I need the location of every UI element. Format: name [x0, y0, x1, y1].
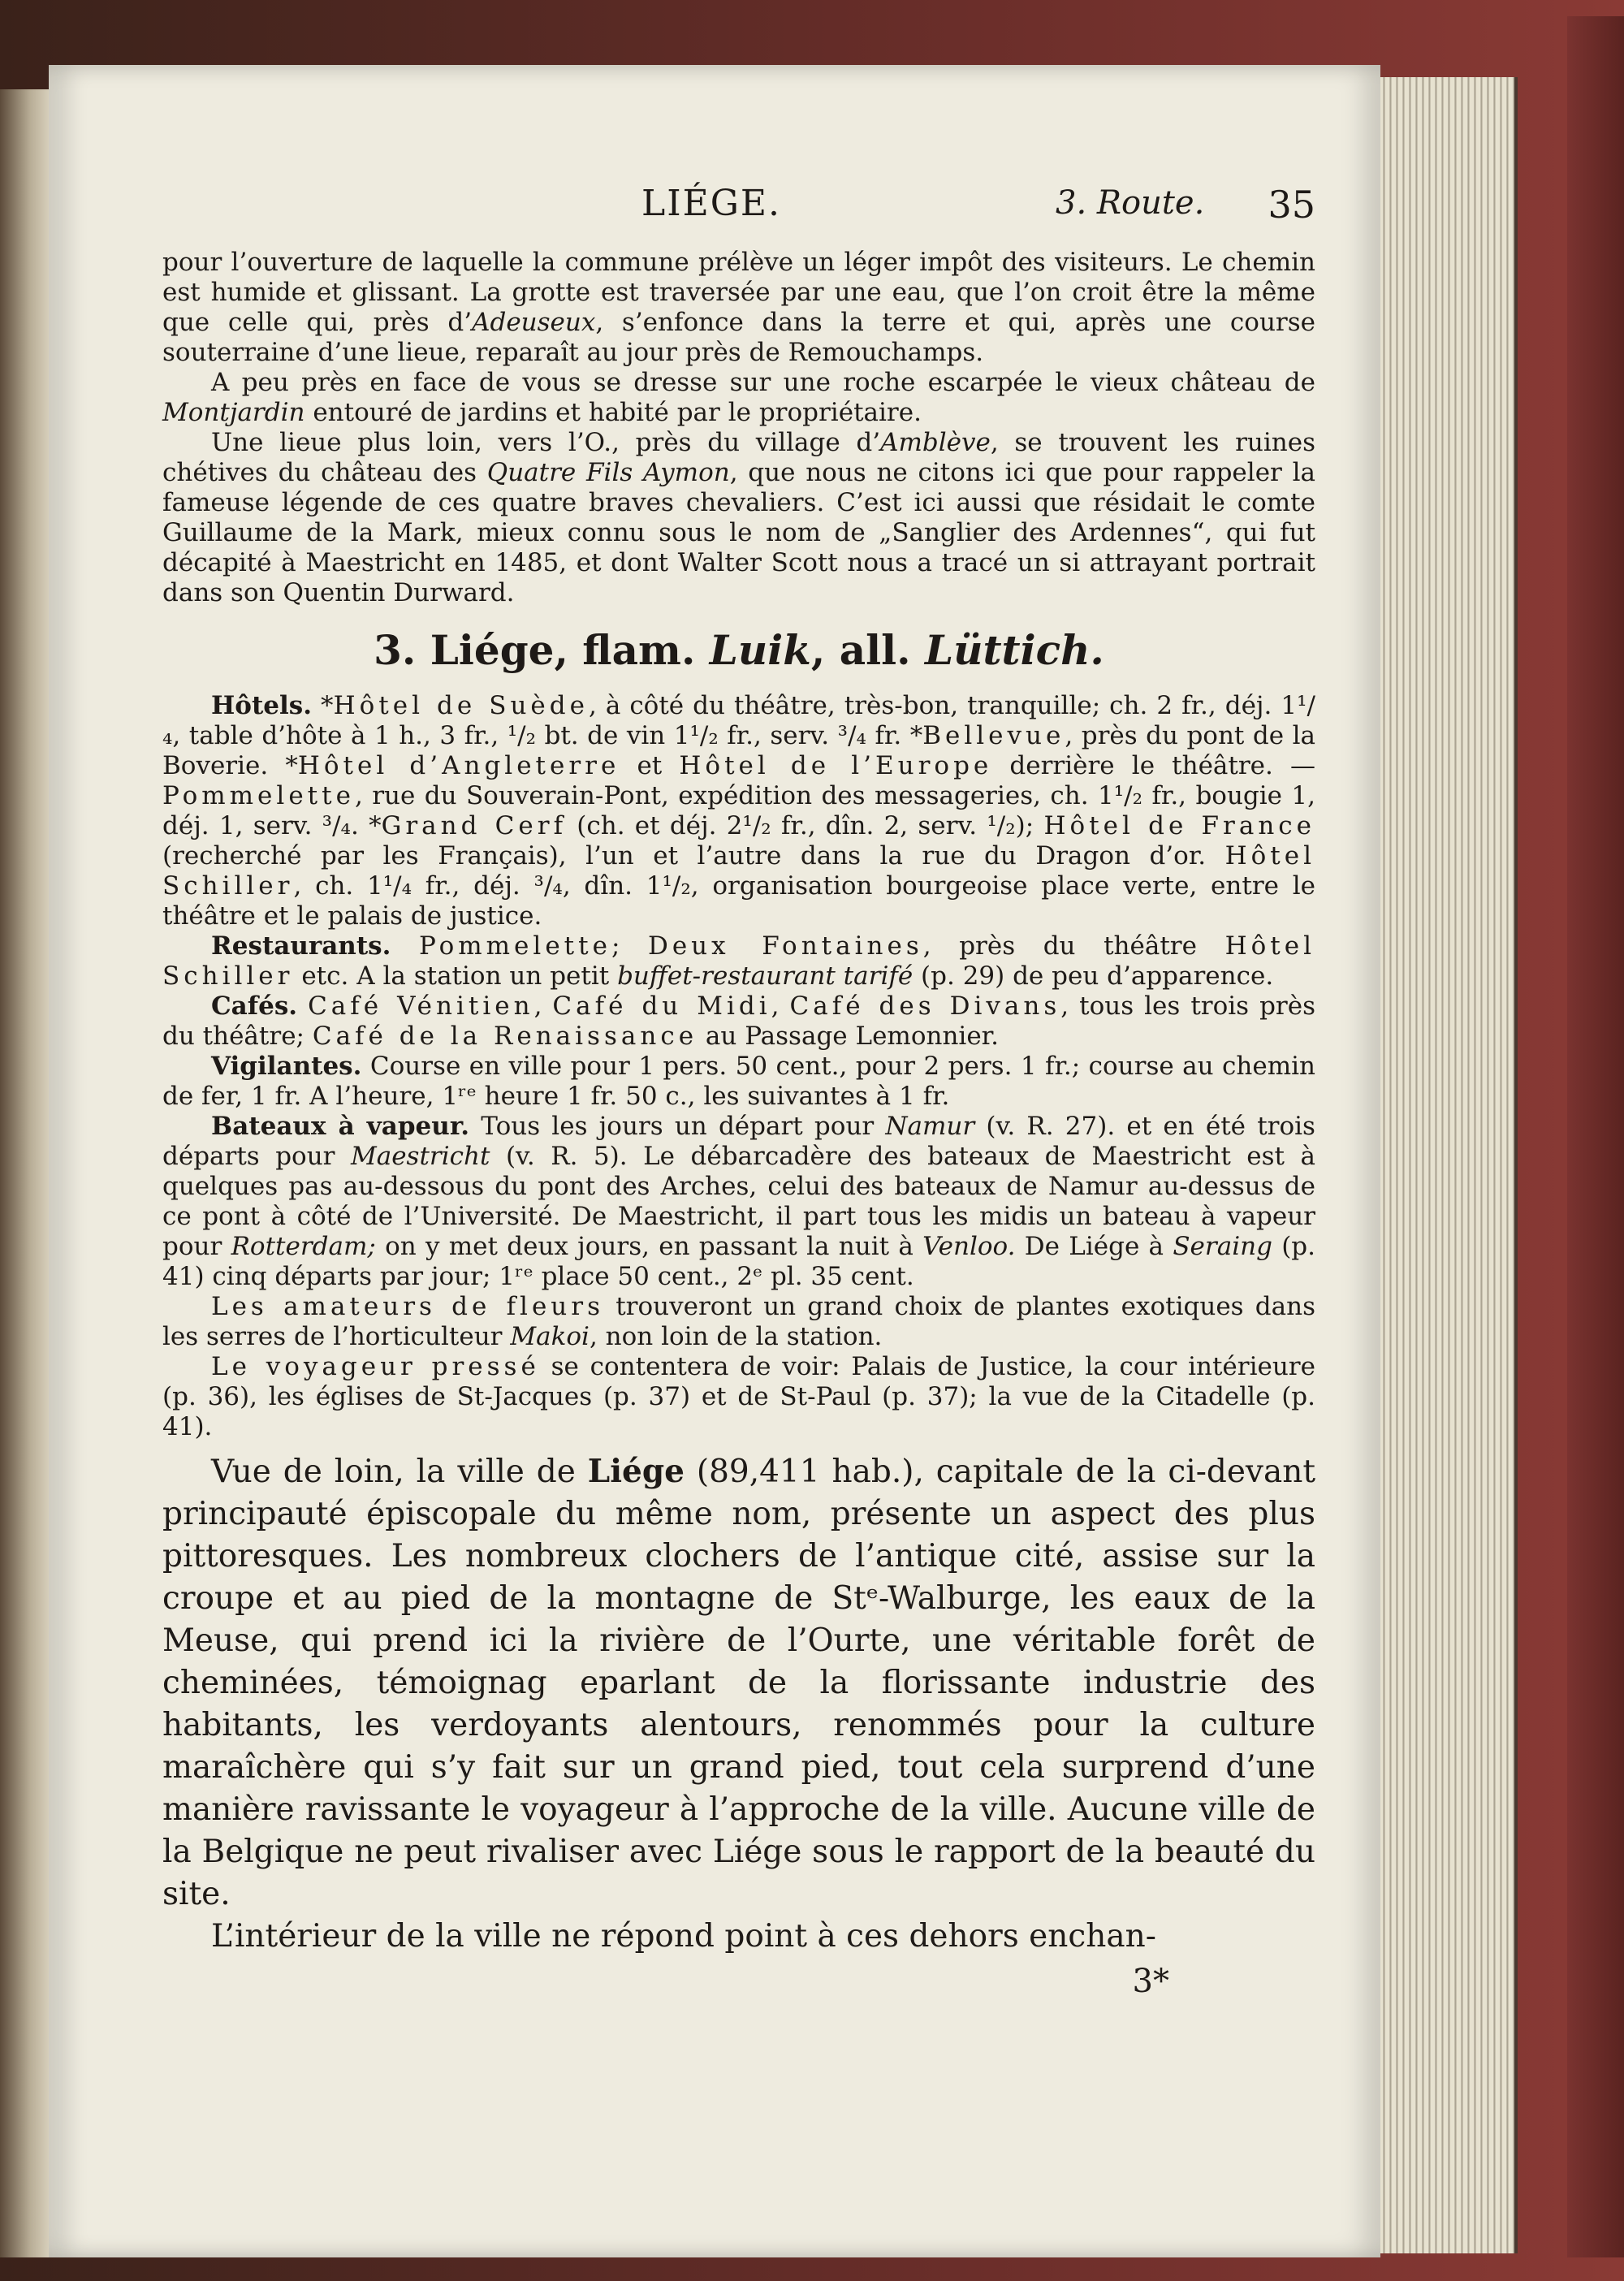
hotel-name: Hôtel d’Angleterre — [297, 751, 620, 780]
person-name: Makoi — [510, 1322, 590, 1351]
place-name: Namur — [885, 1112, 975, 1141]
place-name: Maestricht — [350, 1142, 490, 1171]
heading-german: Lüttich. — [924, 626, 1104, 674]
main-text — [162, 1450, 1315, 1958]
place-name: Seraing — [1173, 1232, 1272, 1261]
restaurants-label: Restaurants. — [211, 931, 391, 961]
text-run: , — [533, 991, 553, 1021]
place-name: Adeuseux — [472, 308, 596, 337]
text-run: ; — [611, 931, 648, 961]
text-run: , tous les trois près du théâtre; — [162, 991, 1315, 1051]
cover-edge-right — [1567, 16, 1624, 2257]
cafe-name: Café des Divans — [789, 991, 1061, 1021]
hotel-name: Hôtel de l’Europe — [679, 751, 993, 780]
text-run: Course en ville pour 1 pers. 50 cent., pour 2 pers. 1 fr.; course au chemin de fer, 1 fr. A l’heure, 1ʳᵉ heure 1 fr. 50 c., les suivantes à 1 fr. — [162, 1052, 1315, 1111]
restaurant-name: Pommelette — [419, 931, 611, 961]
text-run: entouré de jardins et habité par le propriétaire. — [304, 398, 922, 427]
signature-mark: 3* — [1132, 1963, 1169, 2000]
text-run: on y met deux jours, en passant la nuit à — [375, 1232, 923, 1261]
italic-text: buffet-restaurant tarifé — [617, 961, 914, 991]
cafes-label: Cafés. — [211, 991, 298, 1021]
text-run: , près du pont de la Boverie. * — [162, 721, 1315, 780]
page-block-edges — [1372, 77, 1518, 2253]
heading-flemish: Luik — [709, 626, 811, 674]
text-run: se contentera de voir: Palais de Justice, la cour intérieure (p. 36), les églises de St-Jacques (p. 37) et de St-Paul (p. 37); la vue de la Citadelle (p. 41). — [162, 1352, 1315, 1441]
text-run: , se trouvent les ruines chétives du château des — [162, 428, 1315, 487]
vigilantes-label: Vigilantes. — [211, 1052, 362, 1081]
text-run: pour l’ouverture de laquelle la commune prélève un léger impôt des visiteurs. Le chemin est humide et glissant. La grotte est traversée par une eau, que l’on croit être la même que celle qui, près d’ — [162, 248, 1315, 337]
intro-paragraph-1 — [162, 248, 1315, 368]
restaurant-name: Hôtel Schiller — [162, 931, 1315, 991]
place-name: Venloo. — [922, 1232, 1016, 1261]
text-run: (v. R. 5). Le débarcadère des bateaux de Maestricht est à quelques pas au-dessous du pont des Arches, celui des bateaux de Namur au-dessus de ce pont à côté de l’Université. De Maestricht, il part tous les midis un bateau à vapeur pour — [162, 1142, 1315, 1261]
text-run: A peu près en face de vous se dresse sur une roche escarpée le vieux château de — [211, 368, 1315, 397]
running-head — [162, 183, 1315, 248]
text-run: , que nous ne citons ici que pour rappeler la fameuse légende de ces quatre braves chevaliers. C’est ici aussi que résidait le comte Guillaume de la Mark, mieux connu sous le nom de „Sanglier des Ardennes“, qui fut décapité à Maestricht en 1485, et dont Walter Scott nous a tracé un si attrayant portrait dans son Quentin Durward. — [162, 458, 1316, 607]
running-head-title: LIÉGE. — [641, 183, 781, 224]
hotel-name: Bellevue — [922, 721, 1065, 750]
text-run: (89,411 hab.), capitale de la ci-devant principauté épiscopale du même nom, présente un aspect des plus pittoresques. Les nombreux clochers de l’antique cité, assise sur la croupe et au pied de la montagne de Stᵉ-Walburge, les eaux de la Meuse, qui prend ici la rivière de l’Ourte, une véritable forêt de cheminées, témoignag eparlant de la florissante industrie des habitants, les verdoyants alentours, renommés pour la culture maraîchère qui s’y fait sur un grand pied, tout cela surprend d’une manière ravissante le voyageur à l’approche de la ville. Aucune ville de la Belgique ne peut rivaliser avec Liége sous le rapport de la beauté du site. — [162, 1454, 1315, 1912]
place-name: Amblève — [880, 428, 991, 457]
bateaux-paragraph — [162, 1112, 1315, 1292]
text-run: Tous les jours un départ pour — [469, 1112, 886, 1141]
text-run: , à côté du théâtre, très-bon, tranquille; ch. 2 fr., déj. 1¹/₄, table d’hôte à 1 h., 3 fr., ¹/₂ bt. de vin 1¹/₂ fr., serv. ³/₄ fr. * — [162, 691, 1316, 750]
voyageur-paragraph — [162, 1352, 1315, 1442]
intro-paragraph-2 — [162, 368, 1315, 428]
place-name: Quatre Fils Aymon — [486, 458, 730, 487]
vigilantes-paragraph — [162, 1052, 1315, 1112]
text-run: (p. 29) de peu d’apparence. — [913, 961, 1274, 991]
body-paragraph-1 — [162, 1450, 1315, 1916]
restaurants-paragraph — [162, 931, 1315, 991]
text-run: (p. 41) cinq départs par jour; 1ʳᵉ place 50 cent., 2ᵉ pl. 35 cent. — [162, 1232, 1315, 1291]
text-run: au Passage Lemonnier. — [698, 1022, 999, 1051]
hotel-name: Hôtel Schiller — [162, 841, 1315, 901]
restaurant-name: Deux Fontaines — [647, 931, 923, 961]
place-name: Montjardin — [162, 398, 305, 427]
previous-page-edge — [0, 89, 50, 2257]
text-run: (ch. et déj. 2¹/₂ fr., dîn. 2, serv. ¹/₂); — [567, 811, 1044, 840]
text-run: etc. A la station un petit — [293, 961, 618, 991]
text-run: , près du théâtre — [922, 931, 1225, 961]
page-number: 35 — [1268, 183, 1315, 227]
hotels-paragraph — [162, 691, 1315, 931]
bateaux-label: Bateaux à vapeur. — [211, 1112, 470, 1141]
hotels-label: Hôtels. — [211, 691, 313, 720]
text-run: et — [620, 751, 680, 780]
cafes-paragraph — [162, 991, 1315, 1052]
place-name: Rotterdam; — [231, 1232, 376, 1261]
amateurs-paragraph — [162, 1292, 1315, 1352]
text-run: (v. R. 27). et en été trois départs pour — [162, 1112, 1315, 1171]
cafe-name: Café Vénitien — [308, 991, 534, 1021]
text-run: trouveront un grand choix de plantes exotiques dans les serres de l’horticulteur — [162, 1292, 1315, 1351]
city-name: Liége — [587, 1453, 685, 1490]
text-run: , ch. 1¹/₄ fr., déj. ³/₄, dîn. 1¹/₂, organisation bourgeoise place verte, entre le théâtre et le palais de justice. — [162, 871, 1315, 931]
intro-section — [162, 248, 1315, 608]
hotel-name: Pommelette — [162, 781, 355, 810]
heading-prefix: 3. Liége, flam. — [374, 626, 710, 674]
body-paragraph-2: L’intérieur de la ville ne répond point à ces dehors enchan- — [211, 1918, 1156, 1955]
text-run: (recherché par les Français), l’un et l’autre dans la rue du Dragon d’or. — [162, 841, 1225, 870]
text-run: , — [771, 991, 790, 1021]
spaced-phrase: Les amateurs de fleurs — [211, 1292, 604, 1321]
book-page — [49, 65, 1380, 2257]
text-run: Une lieue plus loin, vers l’O., près du village d’ — [211, 428, 881, 457]
text-run: , non loin de la station. — [589, 1322, 883, 1351]
intro-paragraph-3 — [162, 428, 1315, 608]
text-run: * — [312, 691, 334, 720]
hotel-name: Hôtel de France — [1043, 811, 1315, 840]
cafe-name: Café de la Renaissance — [312, 1022, 698, 1051]
practical-info — [162, 691, 1315, 1442]
page-content — [162, 183, 1315, 2000]
text-run: De Liége à — [1015, 1232, 1173, 1261]
text-run: , rue du Souverain-Pont, expédition des messageries, ch. 1¹/₂ fr., bougie 1, déj. 1, serv. ³/₄. * — [162, 781, 1315, 840]
text-run: derrière le théâtre. — — [992, 751, 1315, 780]
spaced-phrase: Le voyageur pressé — [211, 1352, 540, 1381]
running-head-route: 3. Route. — [1056, 184, 1205, 222]
hotel-name: Hôtel de Suède — [333, 691, 589, 720]
text-run: Vue de loin, la ville de — [211, 1454, 588, 1490]
text-run: , s’enfonce dans la terre et qui, après une course souterraine d’une lieue, reparaît au jour près de Remouchamps. — [162, 308, 1315, 367]
cafe-name: Café du Midi — [552, 991, 771, 1021]
heading-mid: , all. — [810, 626, 925, 674]
section-heading — [162, 626, 1315, 675]
hotel-name: Grand Cerf — [381, 811, 568, 840]
